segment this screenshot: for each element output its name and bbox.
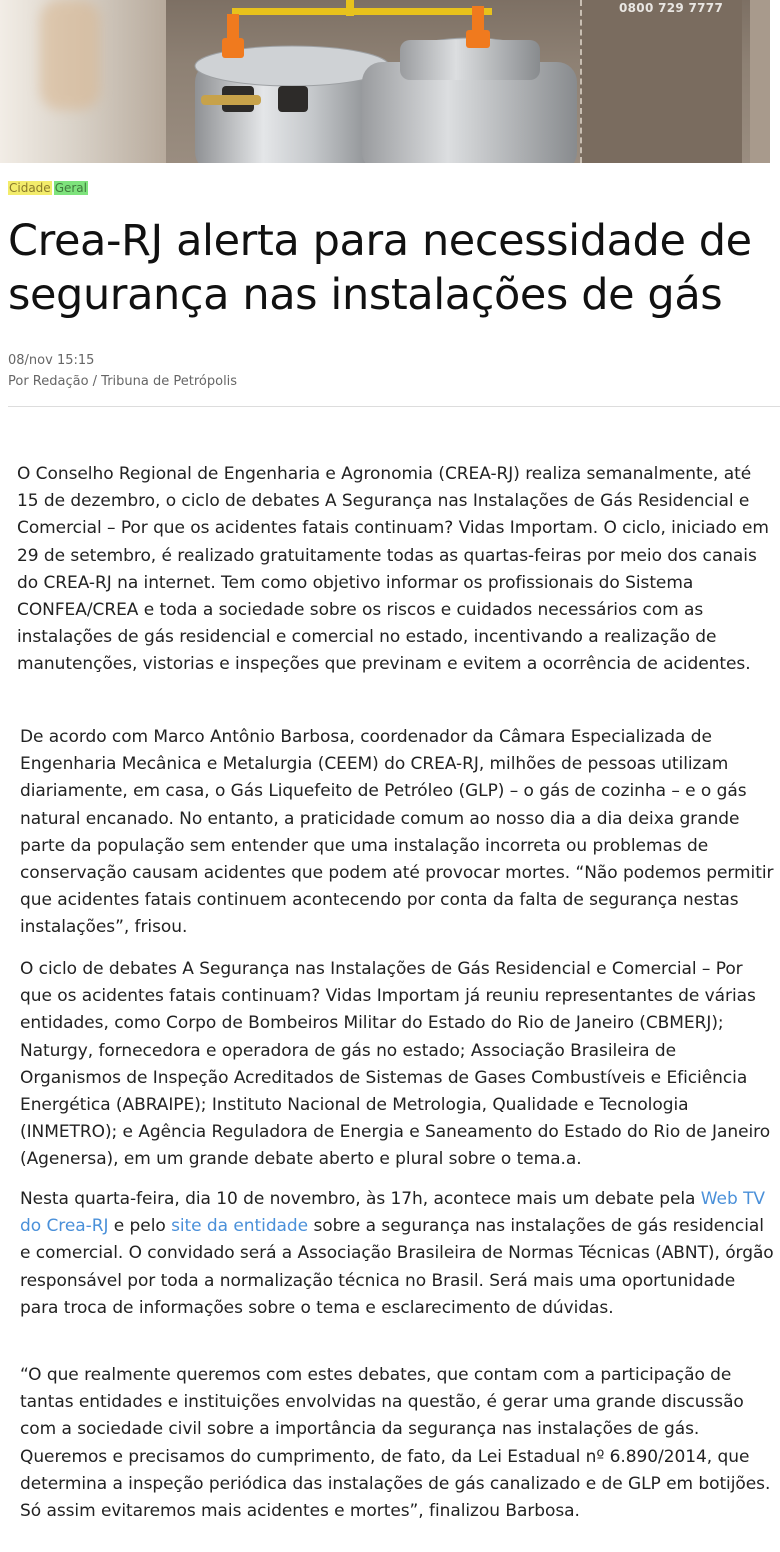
paragraph-4-text-a: Nesta quarta-feira, dia 10 de novembro, às 17h, acontece mais um debate pela bbox=[20, 1189, 701, 1209]
paragraph-2: De acordo com Marco Antônio Barbosa, coordenador da Câmara Especializada de Engenharia Mecânica e Metalurgia (CEEM) do CREA-RJ, milhões de pessoas utilizam diariamente, em casa, o Gás Liquefeito de Petróleo (GLP) – o gás de cozinha – e o gás natural encanado. No entanto, a praticidade comum ao nosso dia a dia deixa grande parte da população sem entender que uma instalação incorreta ou problemas de conservação causam acidentes que podem até provocar mortes. “Não podemos permitir que acidentes fatais continuem acontecendo por conta da falta de segurança nestas instalações”, frisou. bbox=[20, 727, 774, 938]
category-tags bbox=[8, 181, 88, 195]
paragraph-3: O ciclo de debates A Segurança nas Instalações de Gás Residencial e Comercial – Por que os acidentes fatais continuam? Vidas Importam já reuniu representantes de várias entidades, como Corpo de Bombeiros Militar do Estado do Rio de Janeiro (CBMERJ); Naturgy, fornecedora e operadora de gás no estado; Associação Brasileira de Organismos de Inspeção Acreditados de Sistemas de Gases Combustíveis e Eficiência Energética (ABRAIPE); Instituto Nacional de Metrologia, Qualidade e Tecnologia (INMETRO); e Agência Reguladora de Energia e Saneamento do Estado do Rio de Janeiro (Agenersa), em um grande debate aberto e plural sobre o tema.a. bbox=[20, 959, 771, 1170]
paragraph-1: O Conselho Regional de Engenharia e Agronomia (CREA-RJ) realiza semanalmente, até 15 de dezembro, o ciclo de debates A Segurança nas Instalações de Gás Residencial e Comercial – Por que os acidentes fatais continuam? Vidas Importam. O ciclo, iniciado em 29 de setembro, é realizado gratuitamente todas as quartas-feiras por meio dos canais do CREA-RJ na internet. Tem como objetivo informar os profissionais do Sistema CONFEA/CREA e toda a sociedade sobre os riscos e cuidados necessários com as instalações de gás residencial e comercial no estado, incentivando a realização de manutenções, vistorias e inspeções que previnam e evitem a ocorrência de acidentes. bbox=[17, 464, 769, 675]
article-date: 08/nov 15:15 bbox=[8, 353, 95, 368]
paragraph-4 bbox=[20, 1186, 778, 1322]
divider bbox=[8, 406, 780, 407]
gas-cylinders-illustration bbox=[0, 0, 770, 163]
hero-image bbox=[0, 0, 770, 163]
paragraph-5: “O que realmente queremos com estes debates, que contam com a participação de tantas entidades e instituições envolvidas na questão, é gerar uma grande discussão com a sociedade civil sobre a importância da segurança nas instalações de gás. Queremos e precisamos do cumprimento, de fato, da Lei Estadual nº 6.890/2014, que determina a inspeção periódica das instalações de gás canalizado e de GLP em botijões. Só assim evitaremos mais acidentes e mortes”, finalizou Barbosa. bbox=[20, 1365, 771, 1522]
tag-geral[interactable]: Geral bbox=[54, 181, 87, 195]
web-tv-link[interactable]: Web TV do Crea-RJ bbox=[20, 1189, 765, 1237]
article-title: Crea-RJ alerta para necessidade de segurança nas instalações de gás bbox=[8, 216, 752, 320]
paragraph-4-text-c: sobre a segurança nas instalações de gás residencial e comercial. O convidado será a Associação Brasileira de Normas Técnicas (ABNT), órgão responsável por toda a normalização técnica no Brasil. Será mais uma oportunidade para troca de informações sobre o tema e esclarecimento de dúvidas. bbox=[20, 1216, 774, 1318]
phone-sign: 0800 729 7777 bbox=[619, 1, 724, 15]
site-entidade-link[interactable]: site da entidade bbox=[171, 1216, 309, 1237]
paragraph-4-text-b: e pelo bbox=[108, 1216, 172, 1237]
article-byline: Por Redação / Tribuna de Petrópolis bbox=[8, 374, 238, 389]
tag-cidade[interactable]: Cidade bbox=[9, 181, 51, 195]
article-meta bbox=[8, 350, 237, 392]
